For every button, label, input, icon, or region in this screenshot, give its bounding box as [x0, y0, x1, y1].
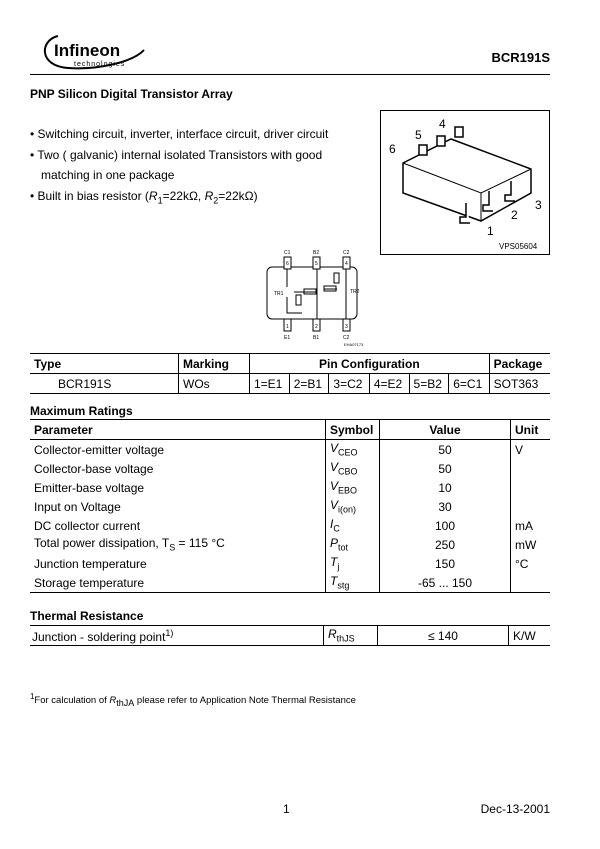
svg-text:Infineon: Infineon [54, 41, 121, 60]
table-row: Collector-emitter voltage $V_{CEO}$ 50 V [30, 440, 550, 460]
svg-text:1: 1 [487, 224, 494, 238]
max-ratings-title: Maximum Ratings [30, 404, 133, 418]
footnote: $^1$For calculation of $R_{thJA}$ please refer to Application Note Thermal Resistance [30, 692, 356, 709]
header-type: Type [30, 354, 179, 374]
svg-text:TR1: TR1 [274, 291, 284, 297]
table-row: Storage temperature $T_{stg}$ -65 ... 150 [30, 573, 550, 593]
feature-item: • Built in bias resistor ($R_1=22k\Omega$, $R_2=22k\Omega$) [30, 188, 258, 205]
svg-text:E1: E1 [284, 335, 291, 341]
svg-text:technologies: technologies [74, 61, 126, 68]
document-title: PNP Silicon Digital Transistor Array [30, 87, 233, 101]
svg-text:C1: C1 [284, 250, 291, 256]
table-row: BCR191S WOs 1=E1 2=B1 3=C2 4=E2 5=B2 6=C1 SOT363 [30, 374, 550, 394]
type-table [30, 353, 550, 394]
feature-item: • Two ( galvanic) internal isolated Transistors with good matching in one package [30, 147, 323, 182]
svg-text:6: 6 [389, 142, 396, 156]
svg-text:2: 2 [315, 324, 318, 330]
header-pin-config: Pin Configuration [250, 354, 490, 374]
svg-text:5: 5 [415, 128, 422, 142]
svg-text:2: 2 [511, 208, 518, 222]
table-row: DC collector current $I_C$ 100 mA [30, 516, 550, 535]
sot363-package-drawing [381, 111, 549, 254]
circuit-diagram [262, 247, 368, 347]
svg-text:VPS05604: VPS05604 [499, 242, 538, 251]
svg-text:EHA07173: EHA07173 [344, 342, 364, 347]
package-image [380, 110, 550, 255]
page-number: 1 [283, 802, 290, 816]
header-divider [30, 74, 550, 75]
svg-text:C2: C2 [343, 335, 350, 341]
svg-text:3: 3 [345, 324, 348, 330]
table-row: Total power dissipation, $T_S = 115$ °C $P_{tot}$ 250 mW [30, 535, 550, 554]
svg-text:5: 5 [315, 261, 318, 267]
part-number: BCR191S [491, 50, 550, 65]
table-row: Input on Voltage $V_{i(on)}$ 30 [30, 497, 550, 516]
header-marking: Marking [179, 354, 250, 374]
infineon-logo [38, 28, 148, 73]
table-row: Collector-base voltage $V_{CBO}$ 50 [30, 459, 550, 478]
thermal-table [30, 625, 550, 646]
table-row: Junction - soldering point$^{1)}$ $R_{thJS}$ ≤ 140 K/W [30, 626, 550, 646]
svg-text:1: 1 [286, 324, 289, 330]
svg-text:B1: B1 [313, 335, 320, 341]
svg-text:B2: B2 [313, 250, 320, 256]
svg-text:C2: C2 [343, 250, 350, 256]
document-date: Dec-13-2001 [480, 802, 550, 816]
svg-text:4: 4 [439, 117, 446, 131]
svg-text:6: 6 [286, 261, 289, 267]
svg-text:TR2: TR2 [350, 289, 360, 295]
svg-text:3: 3 [535, 198, 542, 212]
table-row: Junction temperature $T_j$ 150 °C [30, 554, 550, 573]
thermal-title: Thermal Resistance [30, 609, 144, 623]
svg-text:4: 4 [345, 261, 348, 267]
feature-list [30, 124, 331, 210]
feature-item: • Switching circuit, inverter, interface circuit, driver circuit [30, 127, 329, 141]
table-row: Emitter-base voltage $V_{EBO}$ 10 [30, 478, 550, 497]
max-ratings-table: Parameter Symbol Value Unit Collector-emitter voltage $V_{CEO}$ 50 V Collector-base voltage $V_{CBO}$ 50 Emitter-base voltage $V_{EBO}$ 10 Input on Voltage $V_{i(on)}$ 30 DC collector current $I_C$ 100 mA Total power dissipation, $T_S = 115$ °C $P_{tot}$ 250 mW Junction temperature $T_j$ 150 °C Storage temperature $T_{stg}$ -65 ... 150 [30, 419, 550, 593]
header-package: Package [489, 354, 550, 374]
